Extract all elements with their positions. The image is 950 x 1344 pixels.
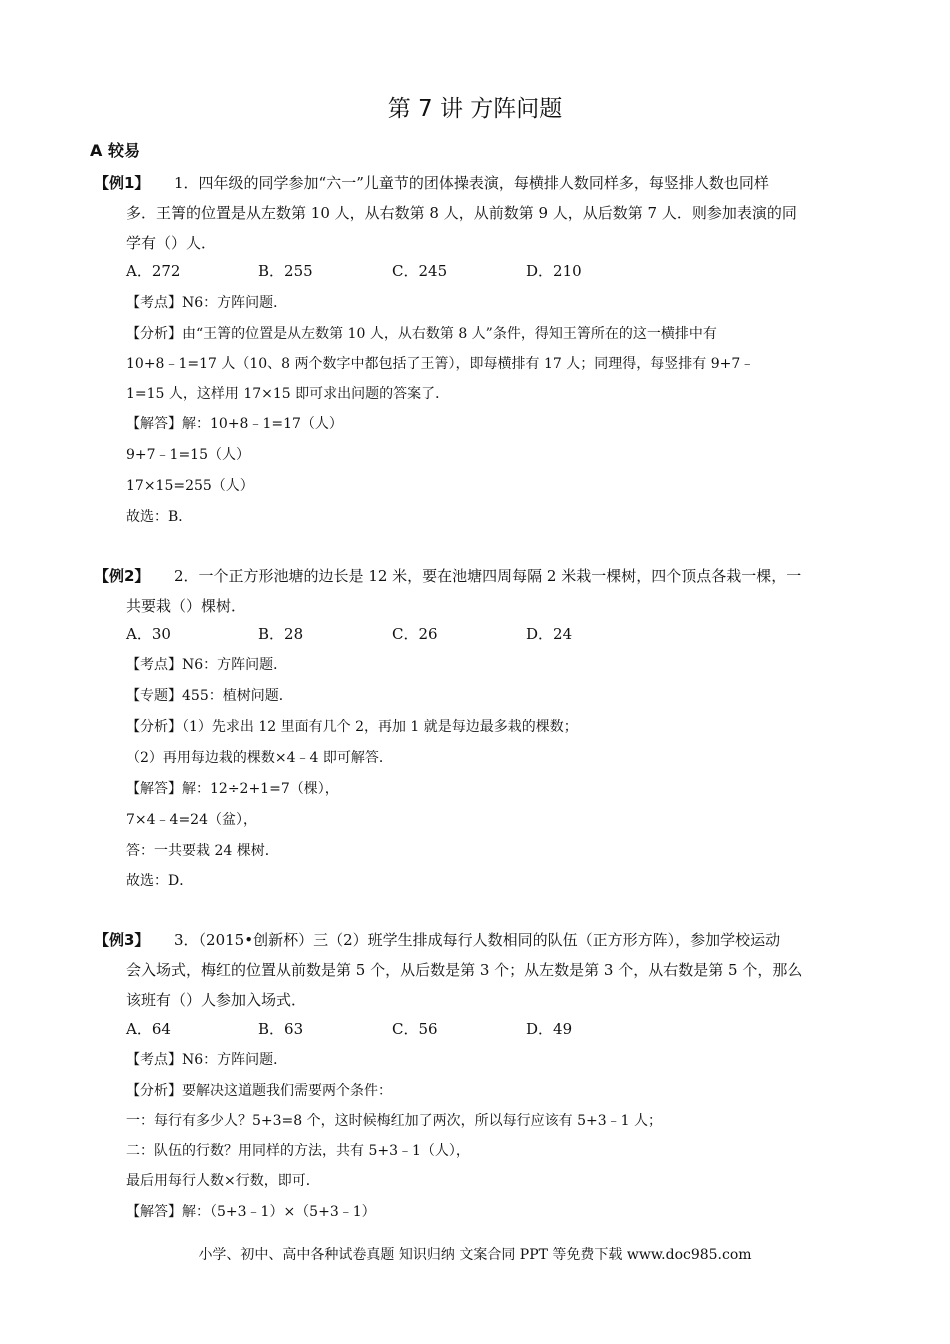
example-2-solution-line-1: 【解答】解：12÷2+1=7（棵）， <box>126 781 339 797</box>
example-3-analysis-line-3: 二：队伍的行数？用同样的方法，共有 5+3﹣1（人）， <box>126 1143 470 1159</box>
example-3-analysis-line-1: 【分析】要解决这道题我们需要两个条件： <box>126 1083 392 1099</box>
example-1-option-d: D．210 <box>526 262 582 280</box>
example-1-solution-line-1: 【解答】解：10+8﹣1=17（人） <box>126 416 343 432</box>
example-3-label: 【例3】 <box>94 931 150 949</box>
example-1-analysis-line-3: 1=15 人，这样用 17×15 即可求出问题的答案了． <box>126 386 450 402</box>
example-1-analysis-line-1: 【分析】由“王箐的位置是从左数第 10 人，从右数第 8 人”条件，得知王箐所在的这一横排中有 <box>126 326 717 342</box>
example-2-question-line-1: 2．一个正方形池塘的边长是 12 米，要在池塘四周每隔 2 米栽一棵树，四个顶点各栽一棵，一 <box>174 567 802 585</box>
example-2-option-a: A．30 <box>126 625 171 643</box>
example-2-analysis-line-2: （2）再用每边栽的棵数×4﹣4 即可解答． <box>126 750 393 766</box>
example-2-label: 【例2】 <box>94 567 150 585</box>
example-1-solution-line-3: 17×15=255（人） <box>126 478 254 494</box>
example-3-option-a: A．64 <box>126 1020 171 1038</box>
example-3-question-line-2: 会入场式，梅红的位置从前数是第 5 个，从后数是第 3 个；从左数是第 3 个，从右数是第 5 个，那么 <box>126 961 803 979</box>
example-2-solution-line-2: 7×4﹣4=24（盆）， <box>126 812 257 828</box>
example-1-question-line-2: 多．王箐的位置是从左数第 10 人，从右数第 8 人，从前数第 9 人，从后数第 7 人．则参加表演的同 <box>126 204 797 222</box>
example-1-analysis-line-2: 10+8﹣1=17 人（10、8 两个数字中都包括了王箐），即每横排有 17 人；同理得，每竖排有 9+7﹣ <box>126 356 755 372</box>
page-title: 第 7 讲 方阵问题 <box>387 96 563 122</box>
footer-text: 小学、初中、高中各种试卷真题 知识归纳 文案合同 PPT 等免费下载 www.doc985.com <box>198 1247 752 1263</box>
example-3-analysis-line-2: 一：每行有多少人？5+3=8 个，这时候梅红加了两次，所以每行应该有 5+3﹣1 人； <box>126 1113 662 1129</box>
example-2-analysis-line-1: 【分析】（1）先求出 12 里面有几个 2，再加 1 就是每边最多栽的棵数； <box>126 719 578 735</box>
example-1-option-a: A．272 <box>126 262 181 280</box>
example-2-solution-line-3: 答：一共要栽 24 棵树． <box>126 843 279 859</box>
example-2-question-line-2: 共要栽（）棵树． <box>126 597 247 615</box>
example-1-solution-line-2: 9+7﹣1=15（人） <box>126 447 250 463</box>
example-1-label: 【例1】 <box>94 174 150 192</box>
example-3-question-line-1: 3．（2015•创新杯）三（2）班学生排成每行人数相同的队伍（正方形方阵），参加学校运动 <box>174 931 781 949</box>
section-heading: A 较易 <box>90 141 140 160</box>
example-2-option-d: D．24 <box>526 625 573 643</box>
example-1-answer: 故选：B． <box>126 509 193 525</box>
example-1-option-b: B．255 <box>258 262 313 280</box>
example-2-answer: 故选：D． <box>126 873 194 889</box>
example-3-option-c: C．56 <box>392 1020 438 1038</box>
example-3-question-line-3: 该班有（）人参加入场式． <box>126 991 307 1009</box>
example-3-option-b: B．63 <box>258 1020 304 1038</box>
example-1-knowledge-point: 【考点】N6：方阵问题． <box>126 295 288 311</box>
example-2-option-b: B．28 <box>258 625 304 643</box>
example-3-option-d: D．49 <box>526 1020 573 1038</box>
example-2-topic: 【专题】455：植树问题． <box>126 688 293 704</box>
example-3-solution-line-1: 【解答】解：（5+3﹣1）×（5+3﹣1） <box>126 1204 376 1220</box>
example-1-option-c: C．245 <box>392 262 448 280</box>
example-3-knowledge-point: 【考点】N6：方阵问题． <box>126 1052 288 1068</box>
example-1-question-line-3: 学有（）人． <box>126 234 217 252</box>
example-2-knowledge-point: 【考点】N6：方阵问题． <box>126 657 288 673</box>
example-3-analysis-line-4: 最后用每行人数×行数，即可． <box>126 1173 320 1189</box>
example-1-question-line-1: 1．四年级的同学参加“六一”儿童节的团体操表演，每横排人数同样多，每竖排人数也同样 <box>174 174 769 192</box>
example-2-option-c: C．26 <box>392 625 438 643</box>
